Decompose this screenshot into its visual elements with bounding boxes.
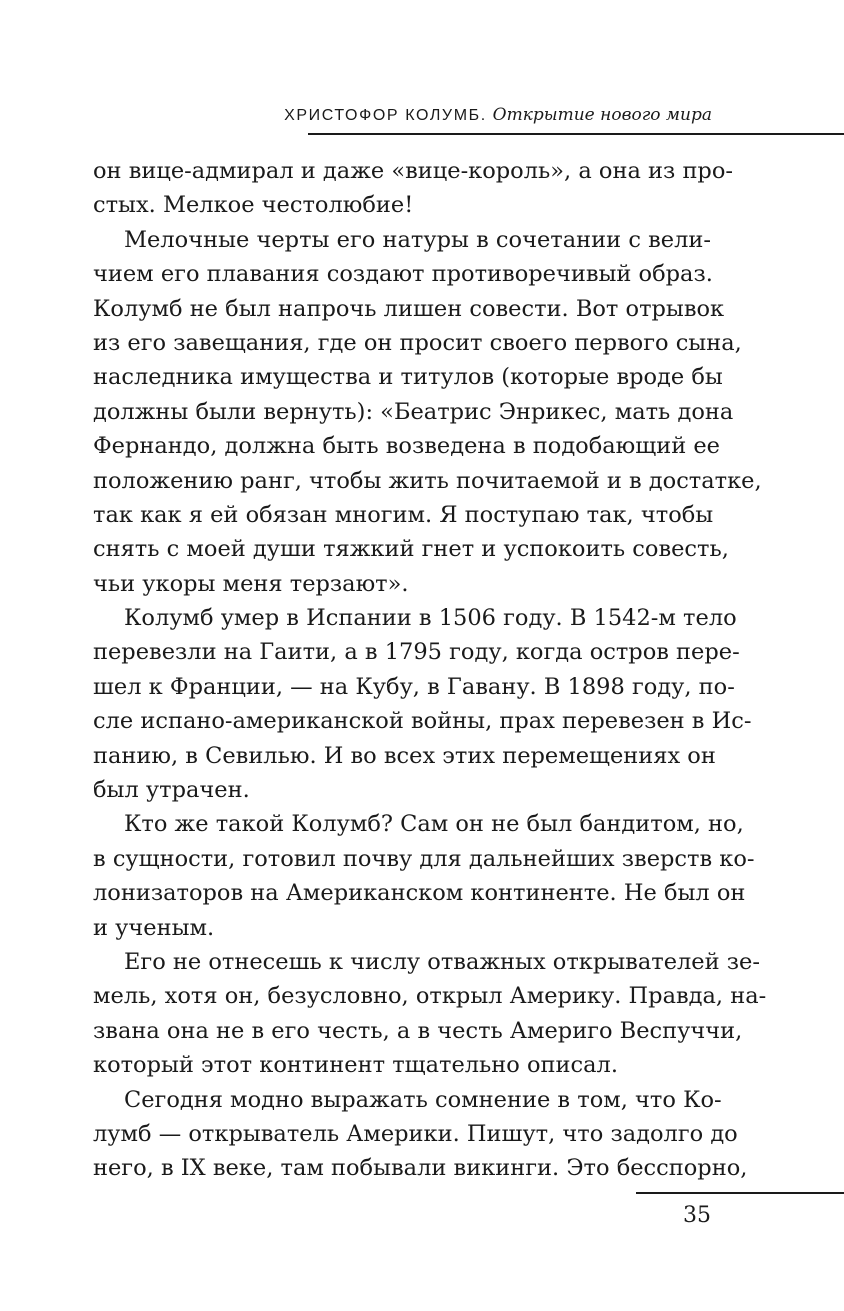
text-line: так как я ей обязан многим. Я поступаю так, чтобы bbox=[93, 501, 714, 528]
header-rule bbox=[308, 133, 844, 135]
text-line: лумб — открыватель Америки. Пишут, что задолго до bbox=[93, 1120, 738, 1147]
text-line: сле испано-американской войны, прах перевезен в Ис- bbox=[93, 708, 752, 735]
text-line: который этот континент тщательно описал. bbox=[93, 1052, 618, 1079]
text-line: был утрачен. bbox=[93, 777, 250, 804]
text-line: перевезли на Гаити, а в 1795 году, когда остров пере- bbox=[93, 639, 740, 666]
text-line: из его завещания, где он просит своего первого сына, bbox=[93, 329, 742, 356]
footer-rule bbox=[636, 1192, 844, 1194]
text-line: Колумб умер в Испании в 1506 году. В 1542-м тело bbox=[124, 605, 737, 632]
text-line: положению ранг, чтобы жить почитаемой и в достатке, bbox=[93, 467, 762, 494]
text-line: панию, в Севилью. И во всех этих перемещениях он bbox=[93, 742, 716, 769]
text-line: него, в IX веке, там побывали викинги. Это бесспорно, bbox=[93, 1155, 748, 1182]
text-line: в сущности, готовил почву для дальнейших зверств ко- bbox=[93, 845, 755, 872]
header-author: ХРИСТОФОР КОЛУМБ. bbox=[284, 107, 487, 124]
text-line: звана она не в его честь, а в честь Америго Веспуччи, bbox=[93, 1017, 743, 1044]
header-title: Открытие нового мира bbox=[492, 105, 712, 125]
text-line: он вице-адмирал и даже «вице-король», а она из про- bbox=[93, 158, 733, 184]
text-line: Мелочные черты его натуры в сочетании с вели- bbox=[124, 226, 711, 253]
text-line: чием его плавания создают противоречивый образ. bbox=[93, 261, 713, 288]
text-line: снять с моей души тяжкий гнет и успокоить совесть, bbox=[93, 536, 729, 563]
body-text bbox=[93, 154, 767, 1186]
text-line: наследника имущества и титулов (которые вроде бы bbox=[93, 364, 723, 391]
text-line: лонизаторов на Американском континенте. Не был он bbox=[93, 880, 746, 907]
text-line: мель, хотя он, безусловно, открыл Америку. Правда, на- bbox=[93, 983, 767, 1010]
text-line: стых. Мелкое честолюбие! bbox=[93, 192, 414, 219]
text-line: шел к Франции, — на Кубу, в Гавану. В 1898 году, по- bbox=[93, 673, 735, 700]
text-line: Его не отнесешь к числу отважных открывателей зе- bbox=[124, 948, 760, 975]
text-line: и ученым. bbox=[93, 914, 215, 941]
text-line: Колумб не был напрочь лишен совести. Вот отрывок bbox=[93, 295, 725, 322]
page-number: 35 bbox=[683, 1203, 711, 1228]
running-header bbox=[284, 104, 712, 127]
text-line: Сегодня модно выражать сомнение в том, что Ко- bbox=[124, 1086, 722, 1113]
text-line: Кто же такой Колумб? Сам он не был бандитом, но, bbox=[124, 811, 744, 838]
text-line: Фернандо, должна быть возведена в подобающий ее bbox=[93, 433, 720, 460]
text-line: чьи укоры меня терзают». bbox=[93, 570, 409, 597]
text-line: должны были вернуть): «Беатрис Энрикес, мать дона bbox=[93, 398, 734, 425]
